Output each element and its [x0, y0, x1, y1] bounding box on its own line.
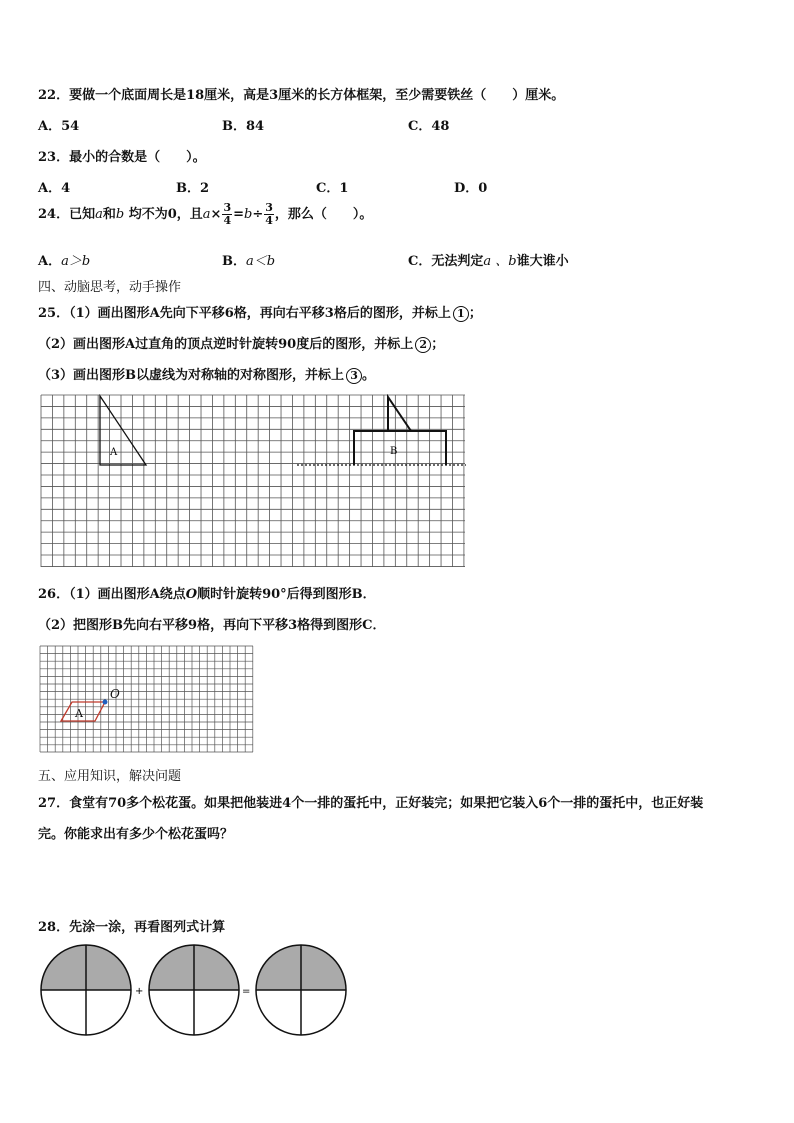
q25-part3-text: （3）画出图形B以虚线为对称轴的对称图形，并标上: [38, 368, 345, 383]
q24-option-c: [408, 250, 569, 269]
q25-mark-3: 3: [346, 368, 362, 384]
q25-part2-end: ；: [431, 337, 445, 352]
section-4-title: 四、动脑思考，动手操作: [38, 280, 182, 295]
q26-part1-suffix: 顺时针旋转90°后得到图形B．: [197, 587, 376, 602]
shape-a-label: A: [110, 447, 118, 458]
q22-option-b: B．84: [222, 119, 265, 134]
q26-part1-prefix: 26．（1）画出图形A绕点: [38, 587, 186, 602]
circle-1: [41, 945, 131, 1035]
q25-part2: [38, 333, 444, 353]
q24-var-a: a: [95, 207, 103, 222]
shape-b-label: B: [390, 446, 398, 457]
q26-point-o: O: [185, 587, 198, 602]
q26-shape-a-label: A: [75, 707, 83, 720]
q23-option-d: D．0: [454, 181, 488, 196]
q22-option-a: A．54: [38, 119, 80, 134]
circle-3: [256, 945, 346, 1035]
q25-part3: [38, 364, 375, 384]
q24-fraction-1: [222, 202, 232, 227]
q24-suffix: ，那么（ ）。: [274, 207, 373, 222]
q25-grid: [41, 395, 465, 567]
q28-stem: 28．先涂一涂，再看图列式计算: [38, 920, 226, 935]
q22-stem: 22．要做一个底面周长是18厘米，高是3厘米的长方体框架，至少需要铁丝（ ）厘米。: [38, 88, 565, 103]
q24-stem: [38, 202, 372, 227]
q24-times: ×: [210, 207, 222, 222]
q24-nonzero: 均不为0，且: [128, 207, 203, 222]
q25-part1: [38, 302, 482, 322]
q24-option-c-vars: a 、b: [483, 254, 517, 269]
q28-circles-figure: [38, 942, 354, 1042]
equals-sign: =: [242, 986, 251, 997]
q25-mark-1: 1: [453, 306, 469, 322]
q24-expr-b: b: [244, 207, 253, 222]
q23-option-a: A．4: [38, 181, 71, 196]
circle-2: [149, 945, 239, 1035]
q26-part1: [38, 583, 376, 602]
q24-frac1-den: 4: [223, 214, 232, 227]
q26-grid: [40, 646, 253, 752]
q24-prefix: 24．已知: [38, 207, 96, 222]
q27-line-2: 完。你能求出有多少个松花蛋吗？: [38, 827, 234, 842]
q23-stem: 23．最小的合数是（ ）。: [38, 150, 206, 165]
q24-eq: =: [233, 207, 245, 222]
q24-option-b-expr: a＜b: [246, 254, 276, 269]
q24-var-b: b: [115, 207, 125, 222]
q24-option-a-expr: a＞b: [61, 254, 91, 269]
q24-option-c-suffix: 谁大谁小: [516, 254, 569, 269]
q24-fraction-2: [264, 202, 274, 227]
q26-part2: （2）把图形B先向右平移9格，再向下平移3格得到图形C．: [38, 618, 386, 633]
q24-frac1-num: 3: [223, 201, 232, 214]
q24-option-a-label: A．: [38, 254, 62, 269]
q24-expr-a: a: [202, 207, 211, 222]
q24-option-a: [38, 250, 90, 269]
q24-and: 和: [102, 207, 116, 222]
section-5-title: 五、应用知识，解决问题: [38, 769, 182, 784]
q24-option-c-label: C．无法判定: [408, 254, 484, 269]
q24-option-b: [222, 250, 275, 269]
q25-part1-end: ；: [468, 306, 482, 321]
shape-a-parallelogram: [61, 702, 105, 721]
q25-part3-end: 。: [362, 368, 376, 383]
q27-line-1: 27．食堂有70多个松花蛋。如果把他装进4个一排的蛋托中，正好装完；如果把它装入6个一排的蛋托中，也正好装: [38, 796, 704, 811]
q24-frac2-den: 4: [265, 214, 273, 227]
point-o-dot: [103, 700, 108, 705]
q22-option-c: C．48: [408, 119, 450, 134]
point-o-label: O: [110, 687, 120, 701]
q23-option-c: C．1: [316, 181, 349, 196]
q26-grid-figure: [39, 645, 255, 755]
q23-option-b: B．2: [176, 181, 210, 196]
shape-b-triangle: [388, 397, 411, 431]
q25-part1-text: 25．（1）画出图形A先向下平移6格，再向右平移3格后的图形，并标上: [38, 306, 451, 321]
q24-div: ÷: [252, 207, 264, 222]
shape-b-outline: [354, 431, 446, 465]
q25-mark-2: 2: [415, 337, 431, 353]
q24-frac2-num: 3: [265, 201, 273, 214]
q25-grid-figure: [40, 394, 466, 570]
q25-part2-text: （2）画出图形A过直角的顶点逆时针旋转90度后的图形，并标上: [38, 337, 414, 352]
q24-option-b-label: B．: [222, 254, 246, 269]
plus-sign: +: [135, 986, 144, 997]
